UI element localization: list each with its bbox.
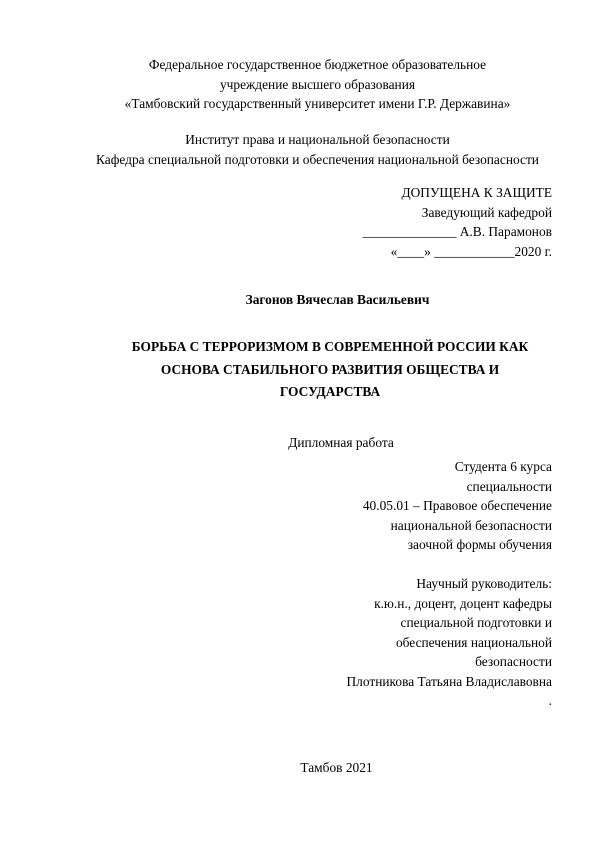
author-name: Загонов Вячеслав Васильевич [245, 292, 430, 307]
student-specialty-code: 40.05.01 – Правовое обеспечение [362, 498, 552, 513]
thesis-title-line: ГОСУДАРСТВА [279, 384, 381, 399]
thesis-title-line: БОРЬБА С ТЕРРОРИЗМОМ В СОВРЕМЕННОЙ РОССИИ КАК [131, 339, 529, 354]
supervisor-department: безопасности [475, 654, 552, 669]
approval-block [363, 183, 552, 261]
student-study-form: заочной формы обучения [407, 537, 552, 552]
thesis-title [0, 336, 595, 404]
supervisor-heading: Научный руководитель: [416, 576, 552, 591]
department-name: Кафедра специальной подготовки и обеспечения национальной безопасности [96, 151, 539, 167]
trailing-period: . [548, 693, 552, 708]
organization-header [0, 55, 595, 114]
approval-signature: ______________ А.В. Парамонов [362, 224, 552, 239]
student-course: Студента 6 курса [454, 459, 552, 474]
organization-line: Федеральное государственное бюджетное образовательное [148, 57, 487, 72]
work-type: Дипломная работа [288, 435, 394, 450]
supervisor-info [347, 574, 553, 711]
student-specialty-name: национальной безопасности [390, 517, 552, 533]
approval-role: Заведующий кафедрой [421, 204, 552, 220]
organization-line: учреждение высшего образования [219, 76, 416, 92]
supervisor-degree: к.ю.н., доцент, доцент кафедры [374, 595, 552, 611]
institute-name: Институт права и национальной безопасности [185, 132, 450, 147]
supervisor-department: специальной подготовки и [400, 615, 552, 630]
supervisor-department: обеспечения национальной [395, 634, 552, 650]
university-name: «Тамбовский государственный университет имени Г.Р. Державина» [124, 96, 511, 111]
thesis-title-line: ОСНОВА СТАБИЛЬНОГО РАЗВИТИЯ ОБЩЕСТВА И [160, 361, 500, 377]
student-specialty-label: специальности [466, 478, 552, 494]
institute-header [0, 130, 595, 169]
supervisor-name: Плотникова Татьяна Владиславовна [346, 673, 552, 689]
student-info [363, 457, 552, 555]
city-year: Тамбов 2021 [300, 760, 373, 775]
approval-date: «____» ____________2020 г. [390, 243, 552, 259]
approval-heading: ДОПУЩЕНА К ЗАЩИТЕ [401, 185, 552, 200]
